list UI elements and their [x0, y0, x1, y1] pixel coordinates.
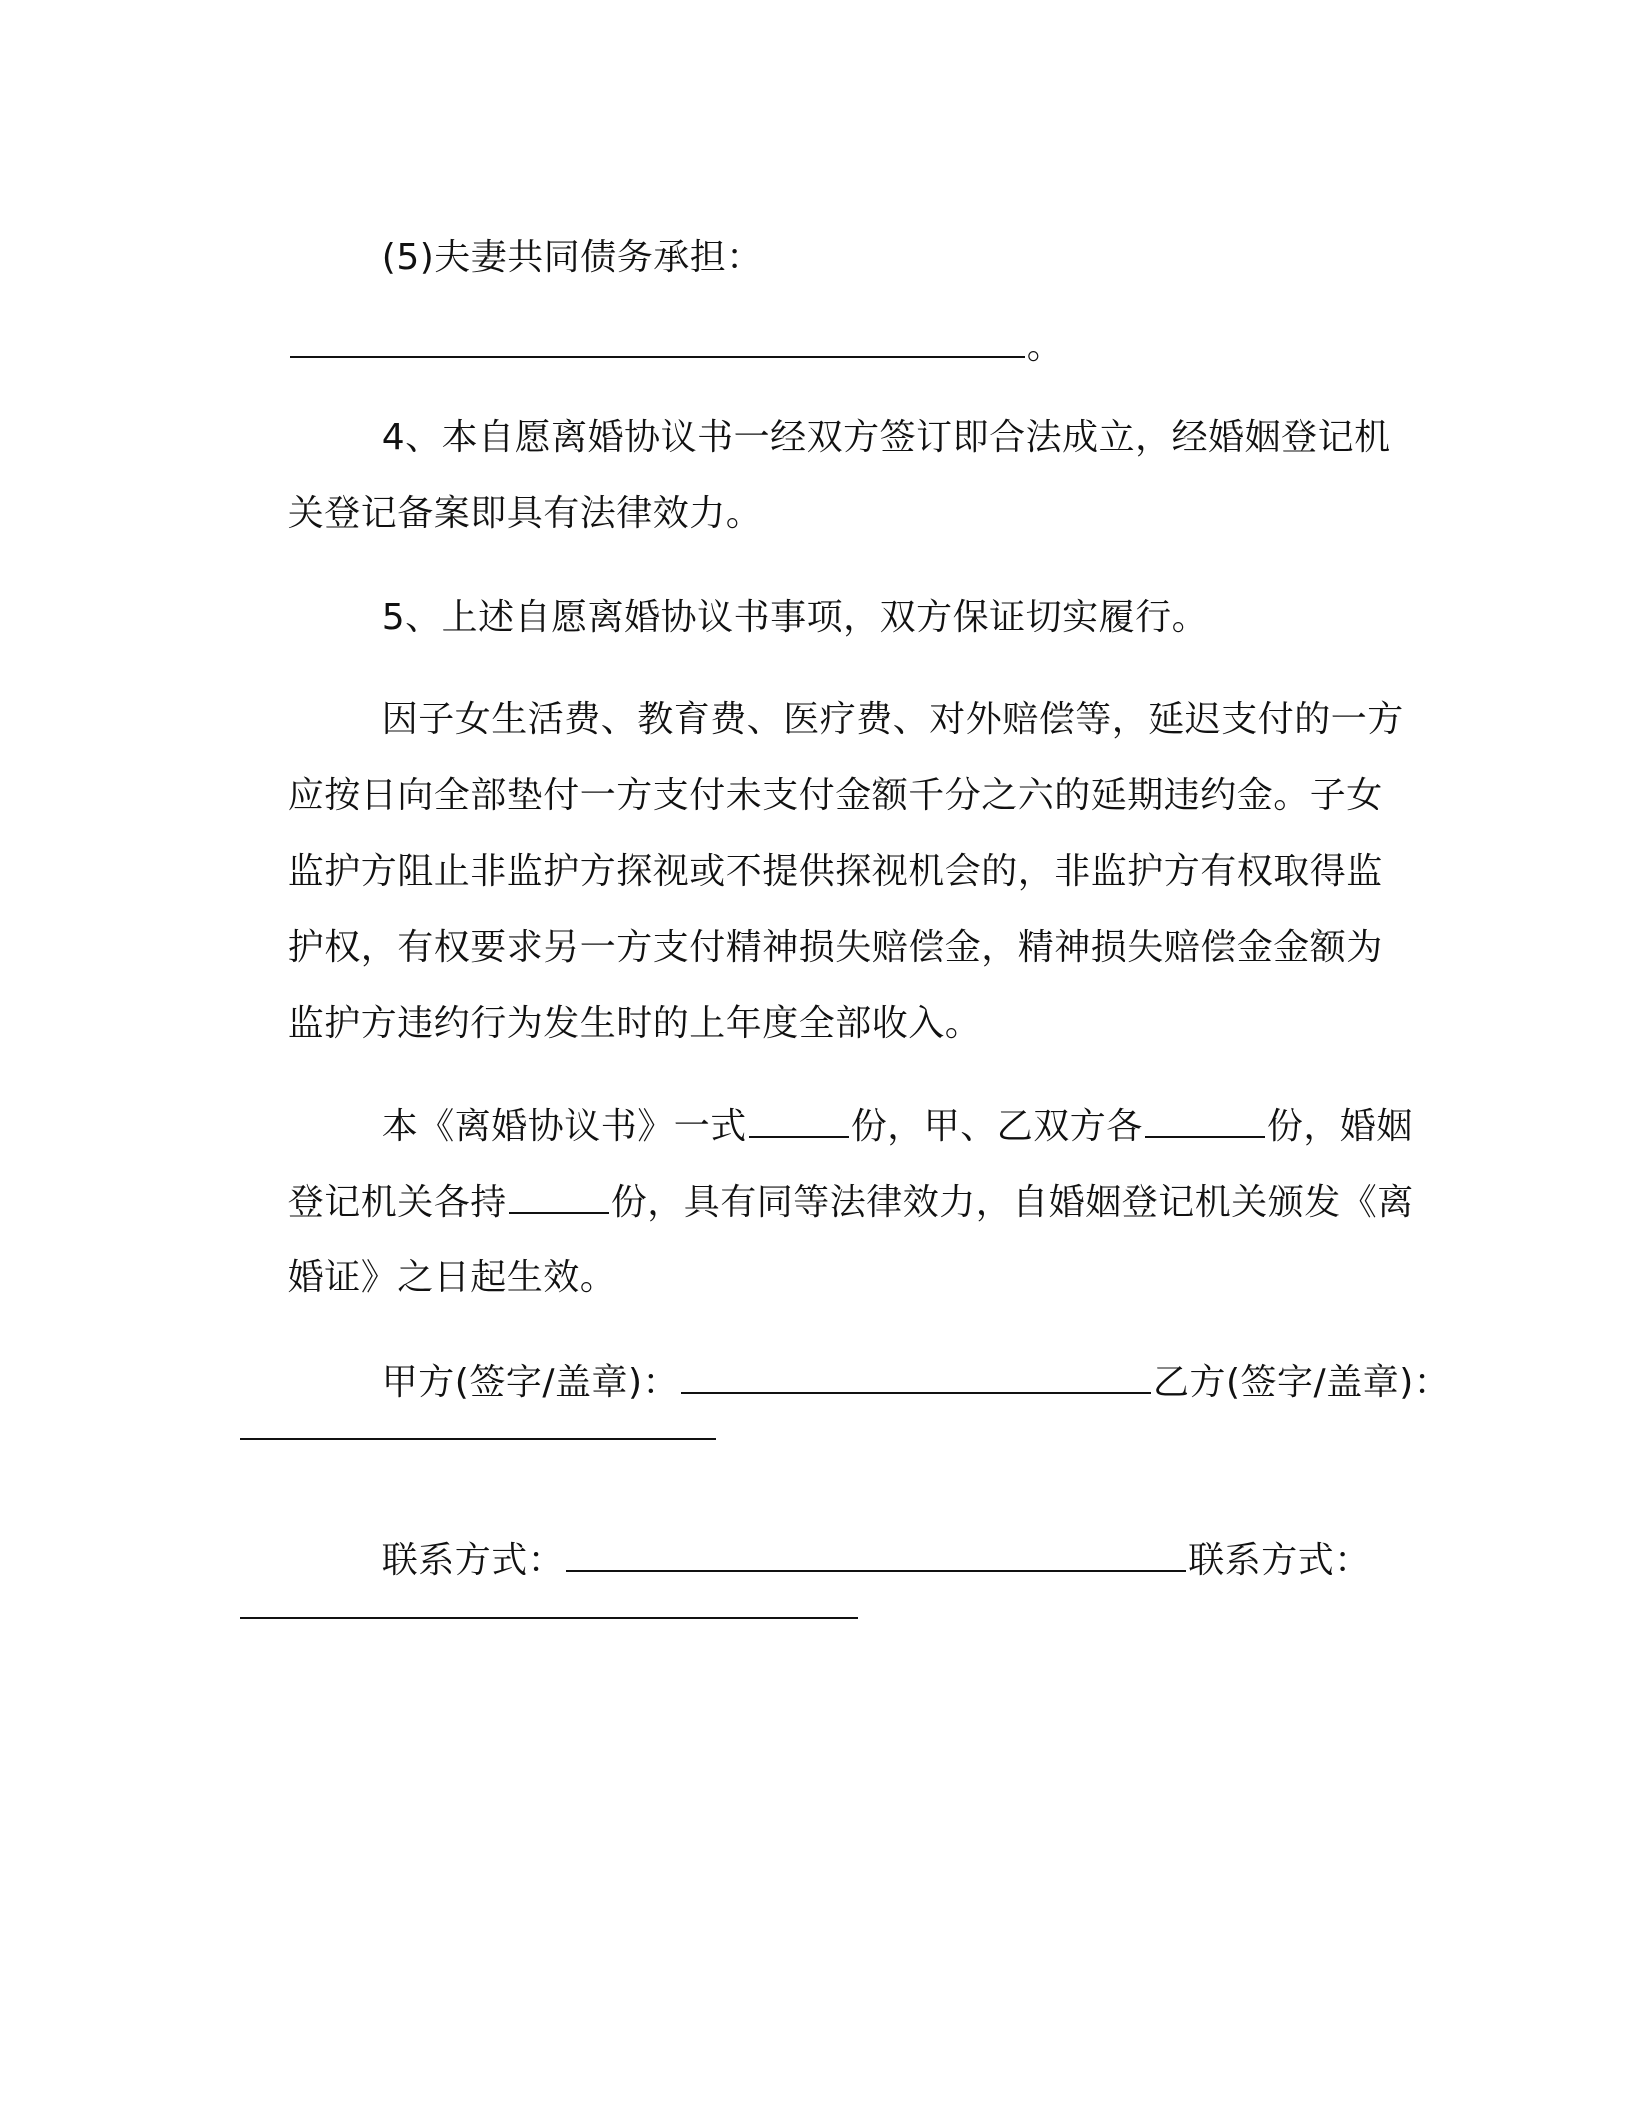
party-a-contact-blank[interactable]: [566, 1540, 1186, 1572]
contact-line: [334, 1500, 1514, 1621]
debt-fill-blank[interactable]: [290, 326, 1025, 358]
signature-line: [334, 1322, 1514, 1443]
penalty-text-3: 监护方阻止非监护方探视或不提供探视机会的，非监护方有权取得监: [287, 851, 1383, 892]
clause-4-text-2: 关登记备案即具有法律效力。: [287, 493, 763, 534]
party-b-contact-label: 联系方式：: [1188, 1540, 1371, 1581]
copies-text-a: 本《离婚协议书》一式: [381, 1106, 747, 1147]
party-b-contact-blank[interactable]: [240, 1617, 858, 1619]
copies-line-3: [240, 1218, 1420, 1338]
clause-4-line-2: [240, 454, 1420, 574]
penalty-text-1: 因子女生活费、教育费、医疗费、对外赔偿等，延迟支付的一方: [381, 699, 1404, 740]
party-a-sign-blank[interactable]: [681, 1362, 1151, 1394]
penalty-text-5: 监护方违约行为发生时的上年度全部收入。: [287, 1003, 982, 1044]
copies-total-blank[interactable]: [749, 1106, 849, 1138]
copies-text-d: 登记机关各持: [287, 1182, 507, 1223]
clause-5-text: 5、上述自愿离婚协议书事项，双方保证切实履行。: [381, 597, 1209, 638]
debt-end-mark: 。: [1026, 326, 1064, 367]
copies-registry-blank[interactable]: [509, 1182, 609, 1214]
penalty-text-4: 护权，有权要求另一方支付精神损失赔偿金，精神损失赔偿金金额为: [287, 927, 1383, 968]
party-a-sign-label: 甲方(签字/盖章)：: [381, 1362, 680, 1403]
copies-text-e: 份，具有同等法律效力，自婚姻登记机关颁发《离: [610, 1182, 1414, 1223]
penalty-text-2: 应按日向全部垫付一方支付未支付金额千分之六的延期违约金。子女: [287, 775, 1383, 816]
party-b-sign-blank[interactable]: [240, 1438, 716, 1440]
copies-text-f: 婚证》之日起生效。: [287, 1257, 617, 1298]
copies-text-b: 份，甲、乙双方各: [850, 1106, 1143, 1147]
copies-text-c: 份，婚姻: [1266, 1106, 1413, 1147]
party-b-sign-label: 乙方(签字/盖章)：: [1153, 1362, 1451, 1403]
debt-heading-text: (5)夫妻共同债务承担：: [381, 237, 763, 278]
party-a-contact-label: 联系方式：: [381, 1540, 565, 1581]
clause-4-text-1: 4、本自愿离婚协议书一经双方签订即合法成立，经婚姻登记机: [381, 417, 1391, 458]
copies-each-party-blank[interactable]: [1145, 1106, 1265, 1138]
